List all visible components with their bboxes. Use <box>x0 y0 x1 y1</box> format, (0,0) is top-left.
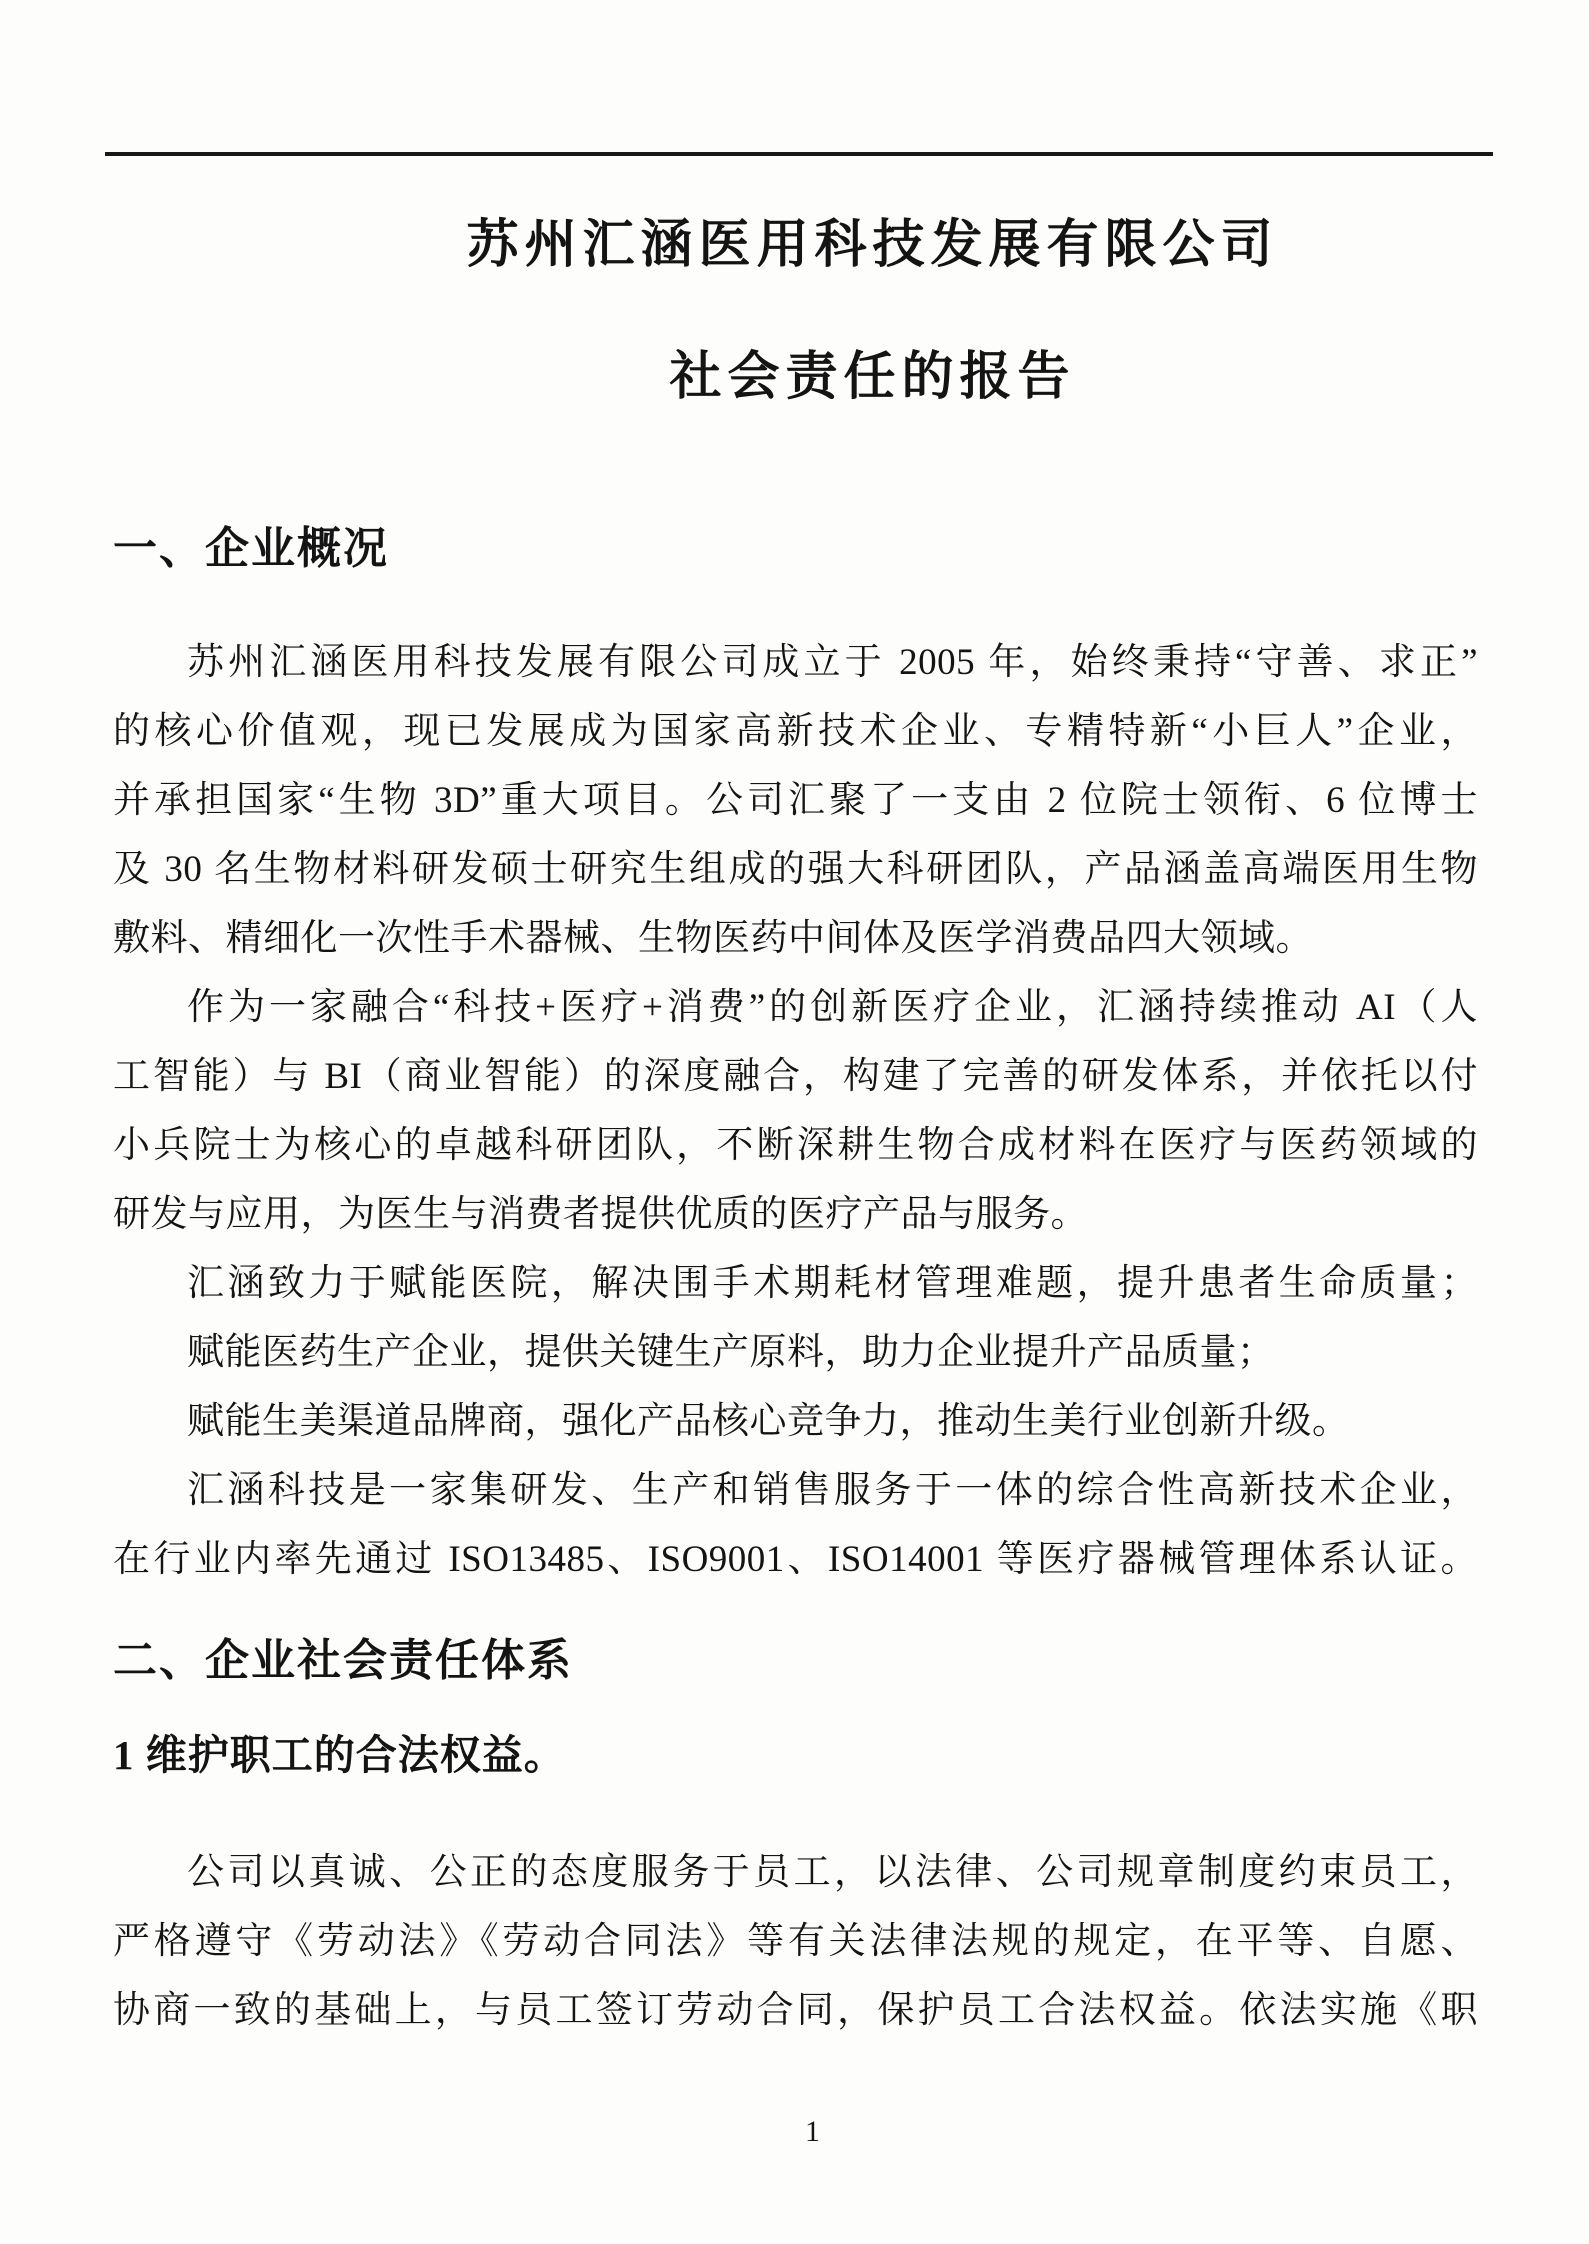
body-text-block <box>113 1838 1478 2045</box>
body-line: 严格遵守《劳动法》《劳动合同法》等有关法律法规的规定，在平等、自愿、 <box>113 1921 1478 1962</box>
body-text-block <box>113 628 1478 1594</box>
section-heading-company-overview: 一、企业概况 <box>113 524 389 573</box>
body-line: 苏州汇涵医用科技发展有限公司成立于 2005 年，始终秉持“守善、求正” <box>187 642 1478 683</box>
body-line: 研发与应用，为医生与消费者提供优质的医疗产品与服务。 <box>113 1194 1088 1235</box>
body-line: 工智能）与 BI（商业智能）的深度融合，构建了完善的研发体系，并依托以付 <box>113 1056 1478 1097</box>
document-subtitle: 社会责任的报告 <box>669 349 1076 406</box>
body-line: 小兵院士为核心的卓越科研团队，不断深耕生物合成材料在医疗与医药领域的 <box>113 1125 1478 1166</box>
body-line: 作为一家融合“科技+医疗+消费”的创新医疗企业，汇涵持续推动 AI（人 <box>187 987 1478 1028</box>
body-line: 的核心价值观，现已发展成为国家高新技术企业、专精特新“小巨人”企业， <box>113 711 1478 752</box>
body-line: 汇涵科技是一家集研发、生产和销售服务于一体的综合性高新技术企业， <box>187 1470 1478 1511</box>
body-line: 汇涵致力于赋能医院，解决围手术期耗材管理难题，提升患者生命质量； <box>187 1263 1478 1304</box>
subsection-heading-employee-rights: 1 维护职工的合法权益。 <box>113 1732 566 1778</box>
body-line: 敷料、精细化一次性手术器械、生物医药中间体及医学消费品四大领域。 <box>113 918 1313 959</box>
document-title: 苏州汇涵医用科技发展有限公司 <box>466 217 1279 274</box>
body-line: 赋能生美渠道品牌商，强化产品核心竞争力，推动生美行业创新升级。 <box>187 1401 1350 1442</box>
section-heading-csr-system: 二、企业社会责任体系 <box>113 1636 573 1685</box>
body-line: 在行业内率先通过 ISO13485、ISO9001、ISO14001 等医疗器械管理体系认证。 <box>113 1539 1478 1580</box>
body-line: 公司以真诚、公正的态度服务于员工，以法律、公司规章制度约束员工， <box>187 1852 1478 1893</box>
page-number: 1 <box>805 2115 820 2148</box>
body-line: 赋能医药生产企业，提供关键生产原料，助力企业提升产品质量； <box>187 1332 1275 1373</box>
body-line: 及 30 名生物材料研发硕士研究生组成的强大科研团队，产品涵盖高端医用生物 <box>113 849 1478 890</box>
body-line: 并承担国家“生物 3D”重大项目。公司汇聚了一支由 2 位院士领衔、6 位博士 <box>113 780 1478 821</box>
body-line: 协商一致的基础上，与员工签订劳动合同，保护员工合法权益。依法实施《职 <box>113 1990 1478 2031</box>
header-rule <box>105 152 1493 156</box>
